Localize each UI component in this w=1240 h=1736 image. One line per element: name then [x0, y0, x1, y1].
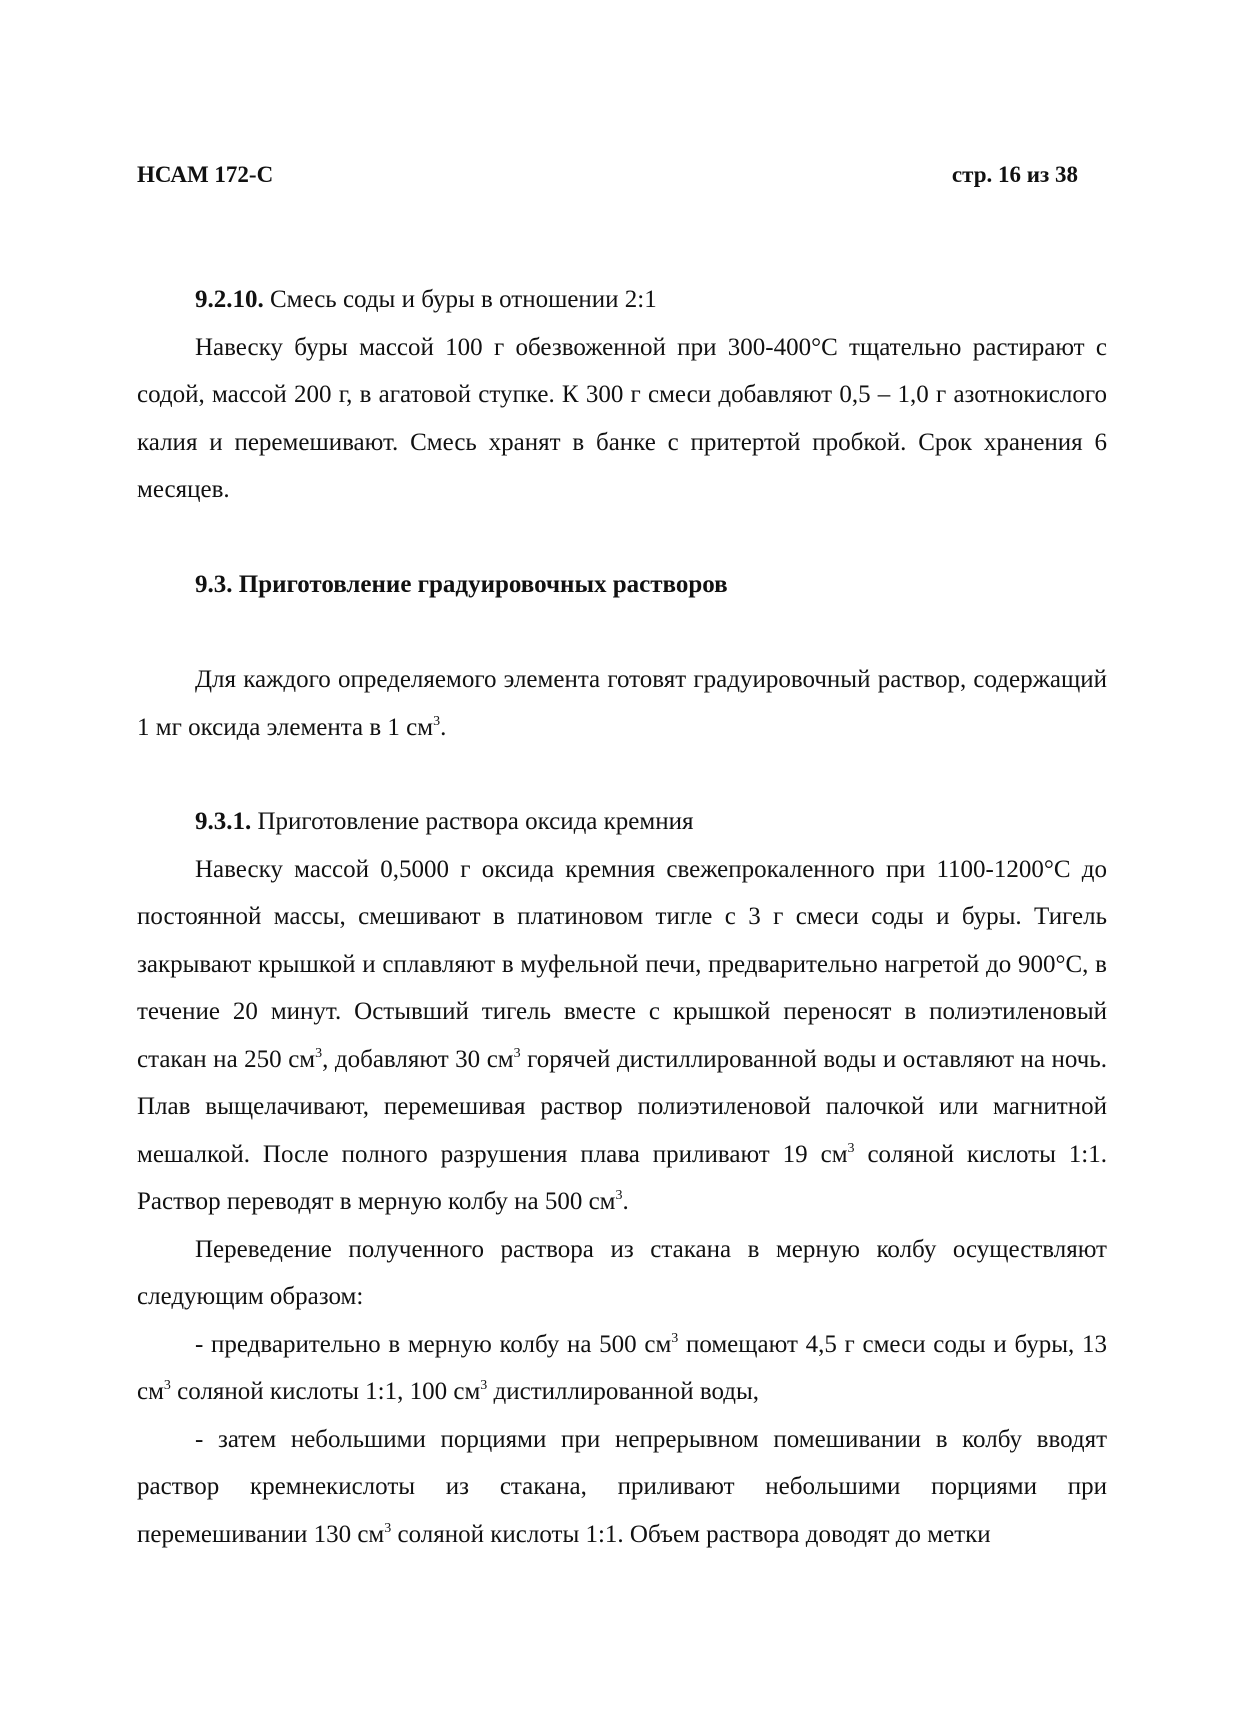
- paragraph-silicon-oxide-procedure: Навеску массой 0,5000 г оксида кремния свежепрокаленного при 1100-1200°С до постоянной массы, смешивают в платиновом тигле с 3 г смеси соды и буры. Тигель закрывают крышкой и сплавляют в муфельной печи, предварительно нагретой до 900°С, в течение 20 минут. Остывший тигель вместе с крышкой переносят в полиэтиленовый стакан на 250 $см^3$, добавляют 30 $см^3$ горячей дистиллированной воды и оставляют на ночь. Плав выщелачивают, перемешивая раствор полиэтиленовой палочкой или магнитной мешалкой. После полного разрушения плава приливают 19 $см^3$ соляной кислоты 1:1. Раствор переводят в мерную колбу на 500 $см^3$.: [137, 855, 1107, 1215]
- section-number: 9.3.1.: [195, 808, 252, 835]
- page-number: стр. 16 из 38: [951, 162, 1078, 187]
- list-item-then: - затем небольшими порциями при непрерывном помешивании в колбу вводят раствор кремнекислоты из стакана, приливают небольшими порциями при перемешивании 130 $см^3$ соляной кислоты 1:1. Объем раствора доводят до метки: [137, 1425, 1107, 1548]
- section-9-2-10-heading: [137, 276, 1107, 324]
- section-title: Смесь соды и буры в отношении 2:1: [263, 286, 657, 313]
- paragraph-transfer-intro: Переведение полученного раствора из стакана в мерную колбу осуществляют следующим образом:: [137, 1235, 1107, 1310]
- section-9-3-heading: 9.3. Приготовление градуировочных растворов: [195, 570, 728, 598]
- document-code: НСАМ 172-С: [137, 162, 274, 187]
- paragraph-borax-soda-mix: Навеску буры массой 100 г обезвоженной при 300-400°С тщательно растирают с содой, массой 200 г, в агатовой ступке. К 300 г смеси добавляют 0,5 – 1,0 г азотнокислого калия и перемешивают. Смесь хранят в банке с притертой пробкой. Срок хранения 6 месяцев.: [137, 333, 1107, 503]
- section-number: 9.2.10.: [195, 286, 264, 313]
- paragraph-calibration-solutions: Для каждого определяемого элемента готовят градуировочный раствор, содержащий 1 мг оксида элемента в 1 $см^3$.: [137, 666, 1107, 741]
- section-9-3-1-heading: [137, 798, 1107, 846]
- section-title: Приготовление раствора оксида кремния: [251, 808, 694, 835]
- list-item-preliminary: - предварительно в мерную колбу на 500 $см^3$ помещают 4,5 г смеси соды и буры, 13 $см^3$ соляной кислоты 1:1, 100 $см^3$ дистиллированной воды,: [137, 1330, 1107, 1405]
- document-body: [137, 276, 1107, 1558]
